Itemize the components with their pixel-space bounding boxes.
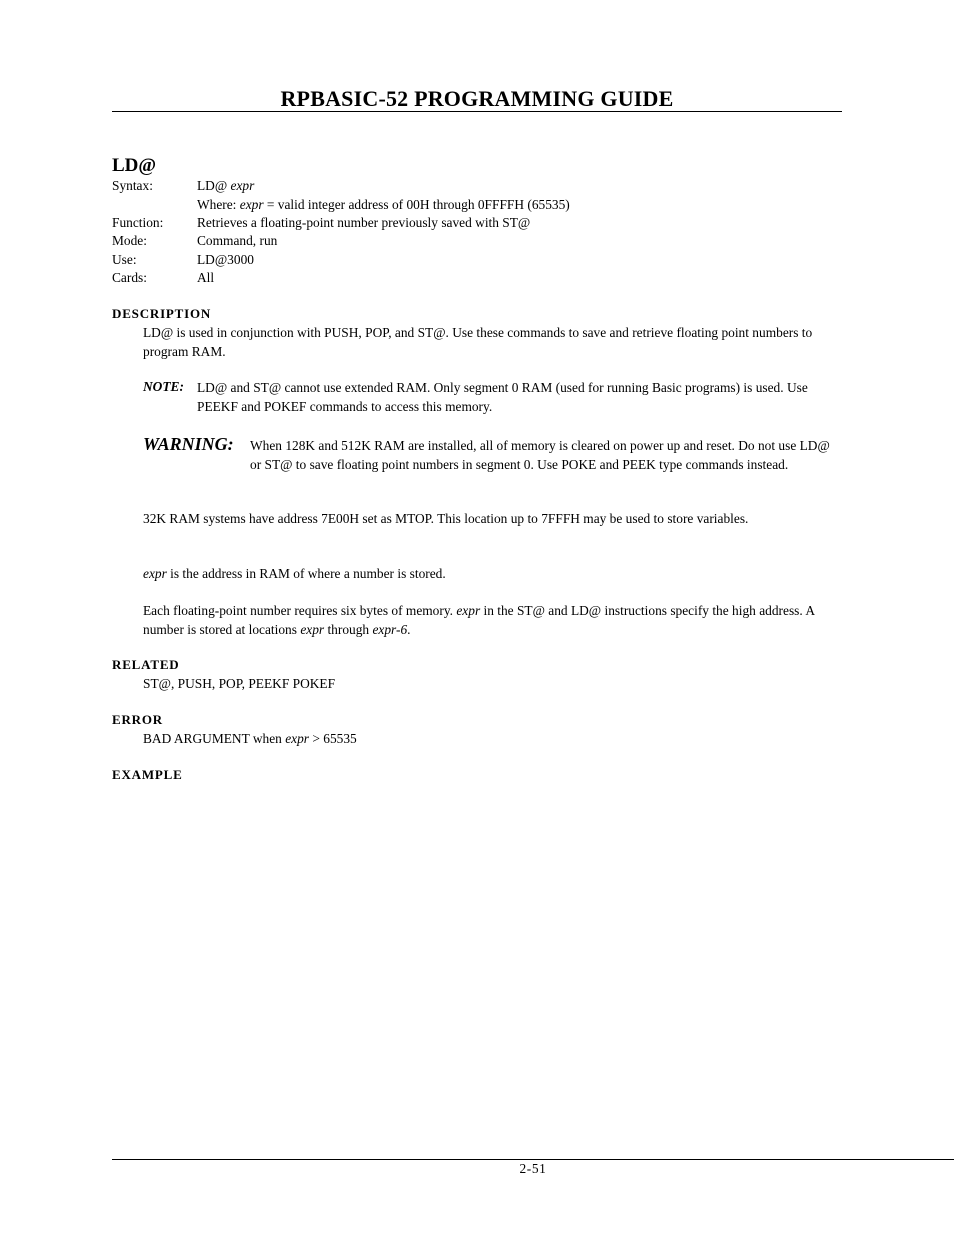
example-heading: EXAMPLE <box>112 767 183 782</box>
page-number: 2-51 <box>519 1161 547 1176</box>
syntax-where: Where: expr = valid integer address of 00H through 0FFFFH (65535) <box>197 196 570 212</box>
footer-rule <box>112 1159 954 1160</box>
expr-paragraph: expr is the address in RAM of where a number is stored. <box>143 566 446 581</box>
error-text: BAD ARGUMENT when expr > 65535 <box>143 731 357 746</box>
bytes-paragraph: Each floating-point number requires six bytes of memory. expr in the ST@ and LD@ instructions specify the high address. A number is stored at locations expr through expr-6. <box>143 603 815 637</box>
related-heading: RELATED <box>112 657 180 672</box>
syntax-value: LD@ expr <box>197 178 255 193</box>
description-heading: DESCRIPTION <box>112 306 212 321</box>
error-heading: ERROR <box>112 712 163 727</box>
use-value: LD@3000 <box>197 252 254 267</box>
mtop-paragraph: 32K RAM systems have address 7E00H set as MTOP. This location up to 7FFFH may be used to store variables. <box>143 511 749 526</box>
function-value: Retrieves a floating-point number previously saved with ST@ <box>197 215 531 230</box>
description-paragraph: LD@ is used in conjunction with PUSH, POP, and ST@. Use these commands to save and retrieve floating point numbers to program RAM. <box>143 325 813 359</box>
use-label: Use: <box>112 252 137 267</box>
related-text: ST@, PUSH, POP, PEEKF POKEF <box>143 676 336 691</box>
command-name: LD@ <box>112 155 157 176</box>
header-rule <box>112 111 842 112</box>
mode-value: Command, run <box>197 233 278 248</box>
syntax-label: Syntax: <box>112 178 153 193</box>
note-text: LD@ and ST@ cannot use extended RAM. Only segment 0 RAM (used for running Basic programs) is used. Use PEEKF and POKEF commands to access this memory. <box>197 380 808 414</box>
function-label: Function: <box>112 215 164 230</box>
warning-text: When 128K and 512K RAM are installed, all of memory is cleared on power up and reset. Do not use LD@ or ST@ to save floating point numbers in segment 0. Use POKE and PEEK type commands instead. <box>250 438 830 472</box>
cards-label: Cards: <box>112 270 147 285</box>
mode-label: Mode: <box>112 233 147 248</box>
warning-label: WARNING: <box>143 434 234 454</box>
page-title: RPBASIC-52 PROGRAMMING GUIDE <box>280 86 674 111</box>
note-label: NOTE: <box>143 379 184 394</box>
cards-value: All <box>197 270 215 285</box>
